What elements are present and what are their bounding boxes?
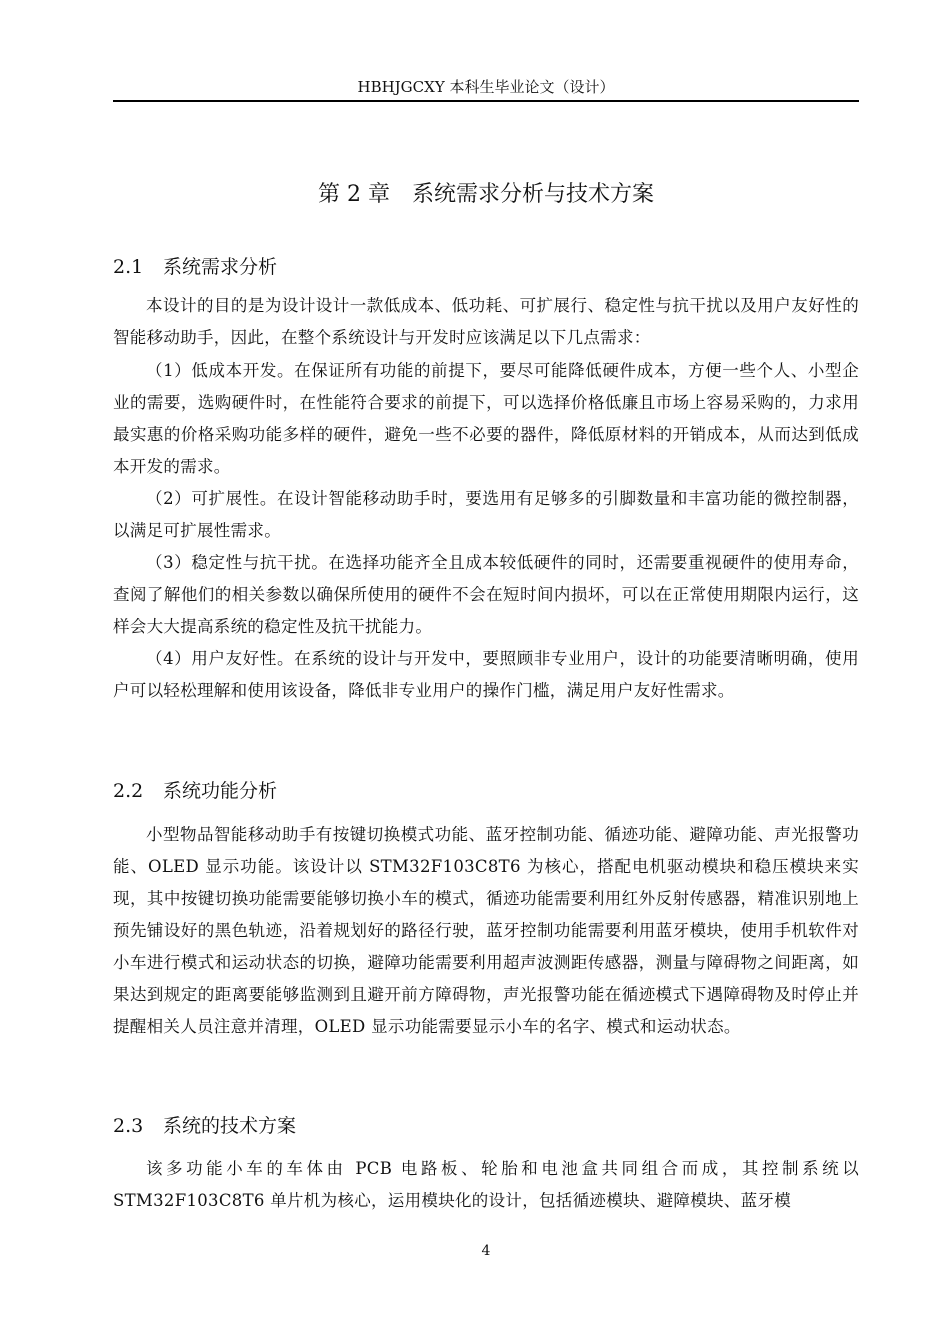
paragraph: （4）用户友好性。在系统的设计与开发中，要照顾非专业用户，设计的功能要清晰明确，使用户可以轻松理解和使用该设备，降低非专业用户的操作门槛，满足用户友好性需求。 [113,649,859,700]
section-heading-2-1 [113,253,277,281]
paragraph: 小型物品智能移动助手有按键切换模式功能、蓝牙控制功能、循迹功能、避障功能、声光报警功能、OLED 显示功能。该设计以 STM32F103C8T6 为核心，搭配电机驱动模块和稳压模块来实现，其中按键切换功能需要能够切换小车的模式，循迹功能需要利用红外反射传感器，精准识别地上预先铺设好的黑色轨迹，沿着规划好的路径行驶，蓝牙控制功能需要利用蓝牙模块，使用手机软件对小车进行模式和运动状态的切换，避障功能需要利用超声波测距传感器，测量与障碍物之间距离，如果达到规定的距离要能够监测到且避开前方障碍物，声光报警功能在循迹模式下遇障碍物及时停止并提醒相关人员注意并清理，OLED 显示功能需要显示小车的名字、模式和运动状态。 [113,825,859,1036]
section-heading-2-3 [113,1112,296,1140]
paragraph: （2）可扩展性。在设计智能移动助手时，要选用有足够多的引脚数量和丰富功能的微控制器，以满足可扩展性需求。 [113,489,859,540]
section-title: 系统功能分析 [163,780,278,802]
section-number: 2.1 [113,256,144,278]
header-rule [113,100,859,102]
section-number: 2.2 [113,780,144,802]
paragraph: （1）低成本开发。在保证所有功能的前提下，要尽可能降低硬件成本，方便一些个人、小型企业的需要，选购硬件时，在性能符合要求的前提下，可以选择价格低廉且市场上容易采购的，力求用最实惠的价格采购功能多样的硬件，避免一些不必要的器件，降低原材料的开销成本，从而达到低成本开发的需求。 [113,361,859,476]
section-title: 系统需求分析 [163,256,278,278]
paragraph: 该多功能小车的车体由 PCB 电路板、轮胎和电池盒共同组合而成，其控制系统以 STM32F103C8T6 单片机为核心，运用模块化的设计，包括循迹模块、避障模块、蓝牙模 [113,1159,859,1210]
chapter-title: 第 2 章 系统需求分析与技术方案 [318,182,654,207]
page-number: 4 [481,1243,491,1259]
paragraph: 本设计的目的是为设计设计一款低成本、低功耗、可扩展行、稳定性与抗干扰以及用户友好性的智能移动助手，因此，在整个系统设计与开发时应该满足以下几点需求： [113,296,859,347]
section-title: 系统的技术方案 [163,1115,297,1137]
paragraph: （3）稳定性与抗干扰。在选择功能齐全且成本较低硬件的同时，还需要重视硬件的使用寿命，查阅了解他们的相关参数以确保所使用的硬件不会在短时间内损坏，可以在正常使用期限内运行，这样会大大提高系统的稳定性及抗干扰能力。 [113,553,859,636]
section-heading-2-2 [113,777,277,805]
section-number: 2.3 [113,1115,144,1137]
running-header: HBHJGCXY 本科生毕业论文（设计） [357,78,615,96]
